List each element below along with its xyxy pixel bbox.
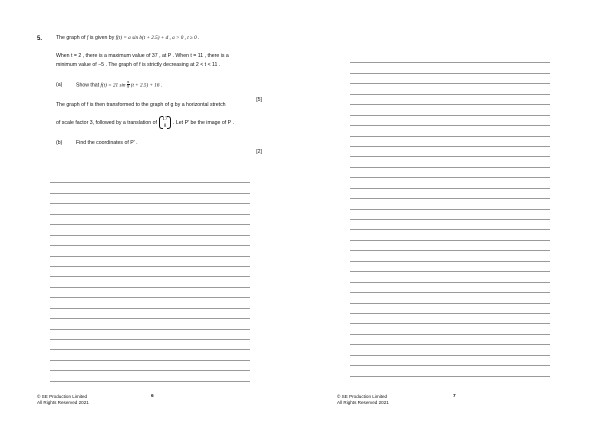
answer-line[interactable]	[50, 267, 250, 277]
page-number: 7	[453, 394, 456, 399]
answer-line[interactable]	[350, 366, 550, 376]
answer-line[interactable]	[50, 204, 250, 214]
paragraph-1-line-2: minimum value of −5 . The graph of f is strictly decreasing at 2 < t < 11 .	[56, 62, 221, 68]
answer-line[interactable]	[50, 340, 250, 350]
paragraph-2-line-1: The graph of f is then transformed to the graph of g by a horizontal stretch	[56, 102, 226, 108]
answer-line[interactable]	[50, 194, 250, 204]
answer-line[interactable]	[50, 288, 250, 298]
answer-line[interactable]	[350, 53, 550, 63]
answer-lines-left[interactable]	[50, 173, 250, 382]
paragraph-2-line-2: of scale factor 3, followed by a translation of 17 8 . Let P′ be the image of P .	[56, 116, 234, 129]
answer-line[interactable]	[50, 309, 250, 319]
answer-line[interactable]	[350, 220, 550, 230]
answer-line[interactable]	[350, 63, 550, 73]
answer-line[interactable]	[50, 215, 250, 225]
answer-line[interactable]	[350, 116, 550, 126]
answer-line[interactable]	[350, 283, 550, 293]
page-number: 6	[151, 394, 154, 399]
part-a-label: (a)	[56, 82, 63, 88]
answer-line[interactable]	[50, 319, 250, 329]
answer-line[interactable]	[350, 251, 550, 261]
answer-lines-right[interactable]	[350, 53, 550, 377]
copyright-footer: © SE Production Limited All Rights Reserved 2021	[337, 394, 389, 405]
answer-line[interactable]	[350, 241, 550, 251]
part-a-marks: [5]	[256, 97, 262, 103]
answer-line[interactable]	[50, 277, 250, 287]
answer-line[interactable]	[350, 262, 550, 272]
part-a-statement: Show that f(t) = 21 sin $\frac{\pi}{9}$ (t + 2.5) + 16 .	[76, 79, 163, 90]
answer-line[interactable]	[350, 178, 550, 188]
answer-line[interactable]	[350, 189, 550, 199]
answer-line[interactable]	[350, 272, 550, 282]
answer-line[interactable]	[350, 74, 550, 84]
answer-line[interactable]	[350, 199, 550, 209]
answer-line[interactable]	[350, 147, 550, 157]
answer-line[interactable]	[50, 350, 250, 360]
part-b-label: (b)	[56, 140, 63, 146]
answer-line[interactable]	[50, 236, 250, 246]
answer-line[interactable]	[350, 137, 550, 147]
answer-line[interactable]	[350, 230, 550, 240]
answer-line[interactable]	[350, 293, 550, 303]
page-7	[300, 0, 600, 424]
answer-line[interactable]	[50, 183, 250, 193]
answer-line[interactable]	[50, 173, 250, 183]
answer-line[interactable]	[350, 356, 550, 366]
answer-line[interactable]	[350, 95, 550, 105]
question-number: 5.	[37, 36, 43, 42]
answer-line[interactable]	[350, 304, 550, 314]
paragraph-1-line-1: When t = 2 , there is a maximum value of 37 , at P . When t = 11 , there is a	[56, 53, 229, 59]
answer-line[interactable]	[350, 84, 550, 94]
answer-line[interactable]	[350, 168, 550, 178]
part-b-marks: [2]	[256, 149, 262, 155]
answer-line[interactable]	[350, 314, 550, 324]
pi-over-9-fraction: $\frac{\pi}{9}$	[127, 79, 130, 90]
answer-line[interactable]	[50, 246, 250, 256]
part-b-statement: Find the coordinates of P′ .	[76, 140, 138, 146]
answer-line[interactable]	[50, 371, 250, 381]
answer-line[interactable]	[350, 324, 550, 334]
question-intro: The graph of f is given by f(t) = a sin b(t + 2.5) + d , a > 0 , t ≥ 0 .	[56, 35, 200, 41]
answer-line[interactable]	[350, 345, 550, 355]
answer-line[interactable]	[50, 330, 250, 340]
answer-line[interactable]	[350, 126, 550, 136]
answer-line[interactable]	[50, 361, 250, 371]
copyright-footer: © SE Production Limited All Rights Reserved 2021	[37, 394, 89, 405]
answer-line[interactable]	[50, 225, 250, 235]
answer-line[interactable]	[350, 157, 550, 167]
answer-line[interactable]	[50, 257, 250, 267]
answer-line[interactable]	[350, 335, 550, 345]
translation-vector: 17 8	[159, 116, 170, 129]
answer-line[interactable]	[50, 298, 250, 308]
answer-line[interactable]	[350, 105, 550, 115]
answer-line[interactable]	[350, 210, 550, 220]
